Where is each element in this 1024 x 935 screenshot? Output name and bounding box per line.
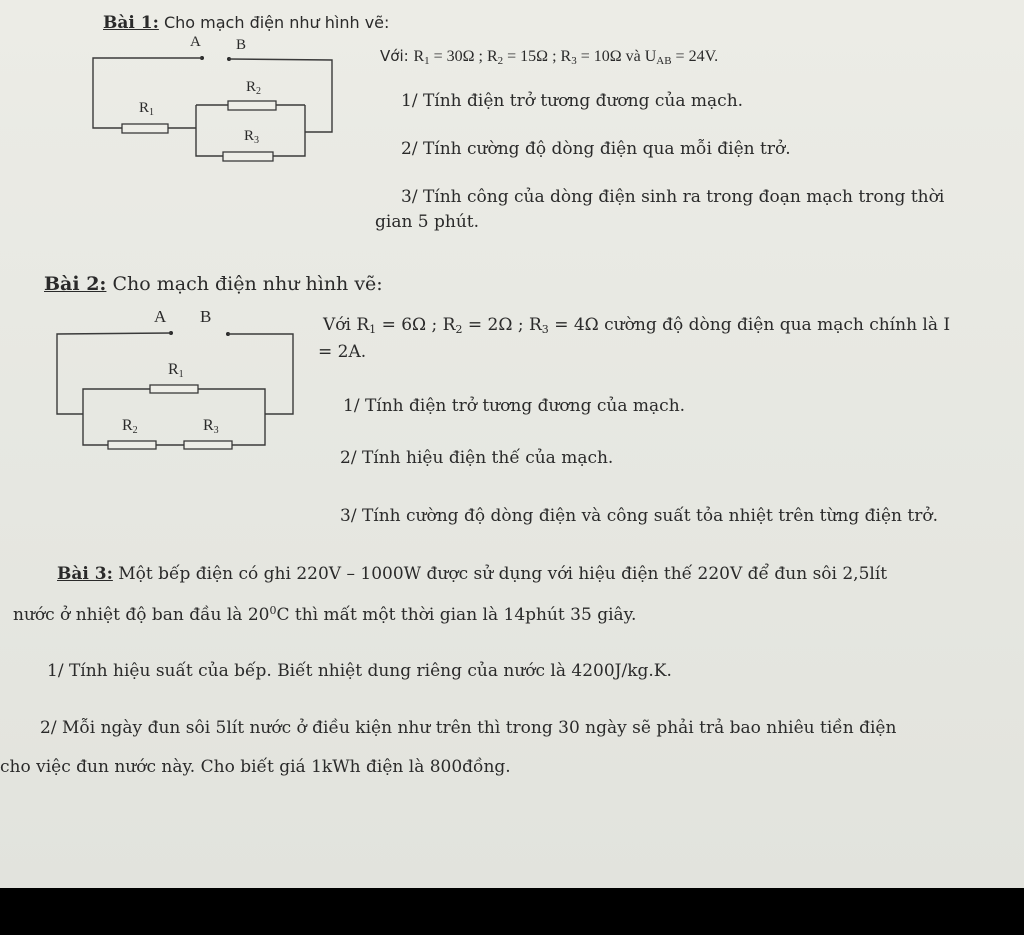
bai1-node-a-label: A — [190, 34, 201, 50]
bai1-question-3-line2: gian 5 phút. — [375, 212, 480, 232]
bai2-node-a-label: A — [154, 307, 167, 326]
bai2-given-line2: = 2A. — [318, 342, 367, 362]
bai2-r2-label: R2 — [122, 417, 138, 436]
bai2-node-b-label: B — [200, 307, 212, 326]
bai2-question-3: 3/ Tính cường độ dòng điện và công suất tỏa nhiệt trên từng điện trở. — [340, 506, 938, 526]
bai2-resistor-r3 — [184, 441, 232, 449]
bai2-r3-label: R3 — [203, 417, 219, 436]
bai2-wire-r3-right — [232, 414, 265, 445]
bai2-title: Bài 2: Cho mạch điện như hình vẽ: — [44, 273, 383, 295]
bai3-line2: nước ở nhiệt độ ban đầu là $20^0C$ thì mất một thời gian là 14phút 35 giây. — [13, 604, 637, 625]
bai2-question-2: 2/ Tính hiệu điện thế của mạch. — [340, 448, 614, 468]
bai3-question-2-line1: 2/ Mỗi ngày đun sôi 5lít nước ở điều kiện như trên thì trong 30 ngày sẽ phải trả bao nhiêu tiền điện — [40, 718, 897, 738]
bai2-wire-left — [57, 333, 171, 414]
bai1-resistor-r2 — [228, 101, 276, 110]
bai1-title: Bài 1: Cho mạch điện như hình vẽ: — [103, 13, 390, 33]
bai1-r2-label: $R_2$ — [246, 79, 262, 97]
bai2-given: Với $R_1 = 6\Omega$ ; $R_2 = 2\Omega$ ; $R_3 = 4\Omega$ cường độ dòng điện qua mạch chính là I — [323, 315, 951, 336]
bai2-wire-right — [228, 334, 293, 414]
bai1-wire-left — [93, 58, 202, 128]
bai1-resistor-r3 — [223, 152, 273, 161]
bai3-question-1: 1/ Tính hiệu suất của bếp. Biết nhiệt dung riêng của nước là 4200J/kg.K. — [47, 661, 672, 681]
bai2-wire-r1-right — [198, 389, 265, 414]
bai1-parallel-right — [273, 105, 305, 156]
bai2-wire-r1-left — [83, 389, 150, 414]
bai1-r3-label: $R_3$ — [244, 128, 260, 146]
bai2-resistor-r2 — [108, 441, 156, 449]
bai2-question-1: 1/ Tính điện trở tương đương của mạch. — [343, 396, 686, 416]
bai1-node-b-label: B — [236, 37, 247, 53]
bai1-resistor-r1 — [122, 124, 168, 133]
bai2-resistor-r1 — [150, 385, 198, 393]
bai2-wire-r2-left — [83, 414, 108, 445]
bai1-r1-label: $R_1$ — [139, 100, 155, 118]
bai1-question-3-line1: 3/ Tính công của dòng điện sinh ra trong đoạn mạch trong thời — [401, 187, 945, 207]
bai1-question-1: 1/ Tính điện trở tương đương của mạch. — [401, 91, 744, 111]
bai1-wire-right — [229, 59, 332, 132]
bai2-r1-label: R1 — [168, 361, 184, 380]
bai3-question-2-line2: cho việc đun nước này. Cho biết giá 1kWh điện là 800đồng. — [0, 757, 511, 777]
bai1-question-2: 2/ Tính cường độ dòng điện qua mỗi điện trở. — [401, 139, 791, 159]
bai1-given: Với: $R_1 = 30\Omega$ ; $R_2 = 15\Omega$ ; $R_3 = 10\Omega$ và $U_{AB} = 24V$. — [380, 47, 719, 67]
bai3-line1: Bài 3: Một bếp điện có ghi 220V – 1000W được sử dụng với hiệu điện thế 220V để đun sôi 2,5lít — [57, 564, 888, 584]
bai1-parallel-left — [196, 105, 223, 156]
